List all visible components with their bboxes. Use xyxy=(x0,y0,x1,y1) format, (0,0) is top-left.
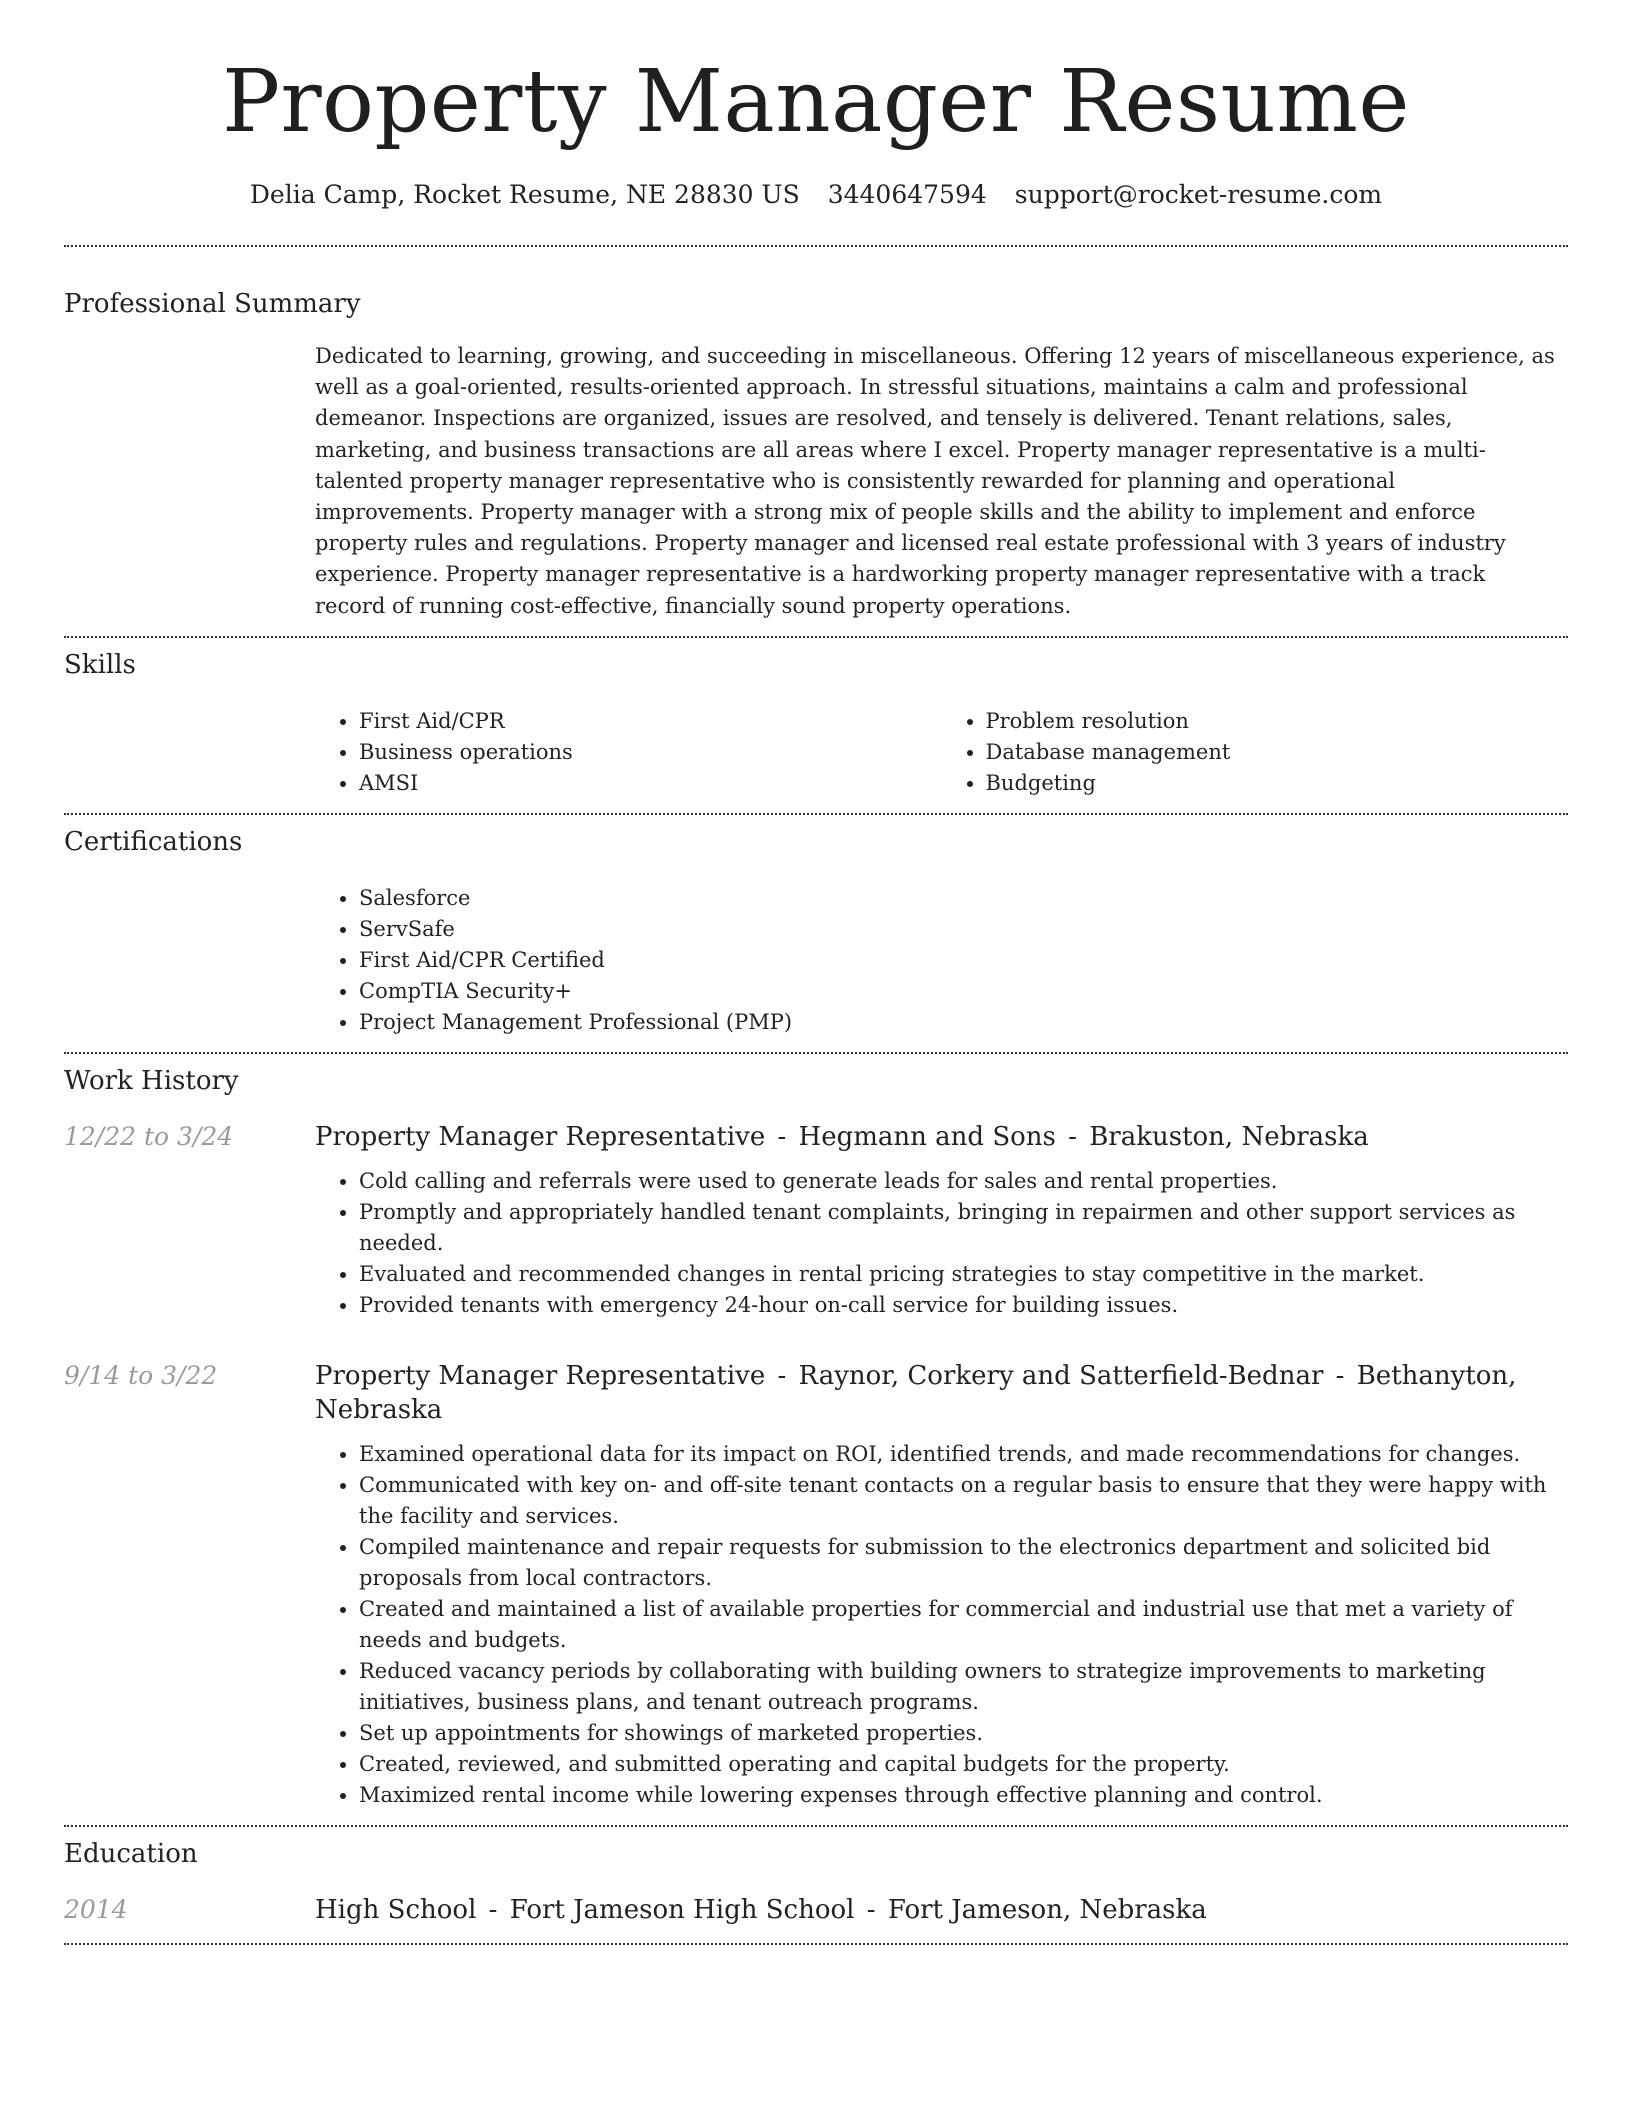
job-title: Property Manager Representative xyxy=(315,1121,766,1152)
certification-item: • ServSafe xyxy=(359,914,1568,945)
summary-text: Dedicated to learning, growing, and succeeding in miscellaneous. Offering 12 years of miscellaneous experience, as well as a goal-oriented, results-oriented approach. In stressful situations, maintains a calm and professional demeanor. Inspections are organized, issues are resolved, and tensely is delivered. Tenant relations, sales, marketing, and business transactions are all areas where I excel. Property manager representative is a multi-talented property manager representative who is consistently rewarded for planning and operational improvements. Property manager with a strong mix of people skills and the ability to implement and enforce property rules and regulations. Property manager and licensed real estate professional with 3 years of industry experience. Property manager representative is a hardworking property manager representative with a track record of running cost-effective, financially sound property operations. xyxy=(315,344,1555,618)
certifications-section xyxy=(64,815,1568,1052)
separator: - xyxy=(777,1360,787,1391)
contact-email[interactable]: support@rocket-resume.com xyxy=(1014,180,1383,209)
job-entry xyxy=(64,1359,1568,1825)
contact-phone: 3440647594 xyxy=(827,180,987,209)
job-company: Hegmann and Sons xyxy=(798,1121,1056,1152)
certifications-heading: Certifications xyxy=(64,826,243,857)
resume-title: Property Manager Resume xyxy=(222,52,1410,152)
job-heading xyxy=(315,1359,1568,1427)
job-dates: 9/14 to 3/22 xyxy=(64,1360,218,1390)
skills-column-left xyxy=(315,706,942,799)
education-heading: Education xyxy=(64,1838,198,1869)
separator: - xyxy=(488,1894,498,1925)
skill-item: • Business operations xyxy=(359,737,942,768)
job-bullet: • Reduced vacancy periods by collaborating with building owners to strategize improvements to marketing initiatives, business plans, and tenant outreach programs. xyxy=(359,1656,1568,1718)
job-bullet: • Evaluated and recommended changes in rental pricing strategies to stay competitive in the market. xyxy=(359,1259,1568,1290)
job-entry xyxy=(64,1120,1568,1321)
job-bullet: • Communicated with key on- and off-site tenant contacts on a regular basis to ensure that they were happy with the facility and services. xyxy=(359,1470,1568,1532)
education-section xyxy=(64,1827,1568,1943)
job-bullets xyxy=(315,1439,1568,1811)
separator: - xyxy=(1335,1360,1345,1391)
job-dates: 12/22 to 3/24 xyxy=(64,1121,234,1151)
work-history-section xyxy=(64,1054,1568,1825)
job-bullet: • Compiled maintenance and repair requests for submission to the electronics department and solicited bid proposals from local contractors. xyxy=(359,1532,1568,1594)
skill-item: • Database management xyxy=(986,737,1569,768)
certification-item: • First Aid/CPR Certified xyxy=(359,945,1568,976)
job-bullets xyxy=(315,1166,1568,1321)
job-bullet: • Set up appointments for showings of marketed properties. xyxy=(359,1718,1568,1749)
work-history-heading: Work History xyxy=(64,1065,239,1096)
job-bullet: • Created, reviewed, and submitted operating and capital budgets for the property. xyxy=(359,1749,1568,1780)
certification-item: • Project Management Professional (PMP) xyxy=(359,1007,1568,1038)
job-bullet: • Cold calling and referrals were used to generate leads for sales and rental properties. xyxy=(359,1166,1568,1197)
contact-address: Delia Camp, Rocket Resume, NE 28830 US xyxy=(249,180,800,209)
job-bullet: • Promptly and appropriately handled tenant complaints, bringing in repairmen and other support services as needed. xyxy=(359,1197,1568,1259)
certifications-list xyxy=(315,883,1568,1052)
education-heading-line xyxy=(315,1893,1568,1927)
job-location: Bethanyton, Nebraska xyxy=(315,1360,1517,1425)
education-degree: High School xyxy=(315,1894,477,1925)
education-entry xyxy=(64,1893,1568,1943)
certification-item: • Salesforce xyxy=(359,883,1568,914)
job-bullet: • Created and maintained a list of available properties for commercial and industrial use that met a variety of needs and budgets. xyxy=(359,1594,1568,1656)
summary-heading: Professional Summary xyxy=(64,289,361,319)
separator: - xyxy=(866,1894,876,1925)
education-year: 2014 xyxy=(64,1894,128,1924)
skills-columns xyxy=(315,706,1568,813)
summary-section xyxy=(64,247,1568,636)
job-heading xyxy=(315,1120,1568,1154)
job-location: Brakuston, Nebraska xyxy=(1089,1121,1369,1152)
section-divider xyxy=(64,1943,1568,1945)
job-company: Raynor, Corkery and Satterfield-Bednar xyxy=(798,1360,1324,1391)
skill-item: • Problem resolution xyxy=(986,706,1569,737)
skill-item: • Budgeting xyxy=(986,768,1569,799)
skills-heading: Skills xyxy=(64,649,136,680)
job-bullet: • Provided tenants with emergency 24-hour on-call service for building issues. xyxy=(359,1290,1568,1321)
contact-line xyxy=(64,178,1568,212)
education-location: Fort Jameson, Nebraska xyxy=(887,1894,1207,1925)
certification-item: • CompTIA Security+ xyxy=(359,976,1568,1007)
job-bullet: • Maximized rental income while lowering expenses through effective planning and control. xyxy=(359,1780,1568,1811)
job-title: Property Manager Representative xyxy=(315,1360,766,1391)
job-bullet: • Examined operational data for its impact on ROI, identified trends, and made recommendations for changes. xyxy=(359,1439,1568,1470)
separator: - xyxy=(1068,1121,1077,1152)
education-school: Fort Jameson High School xyxy=(509,1894,855,1925)
skills-section xyxy=(64,638,1568,813)
skill-item: • AMSI xyxy=(359,768,942,799)
skills-column-right xyxy=(942,706,1569,799)
separator: - xyxy=(777,1121,787,1152)
skill-item: • First Aid/CPR xyxy=(359,706,942,737)
